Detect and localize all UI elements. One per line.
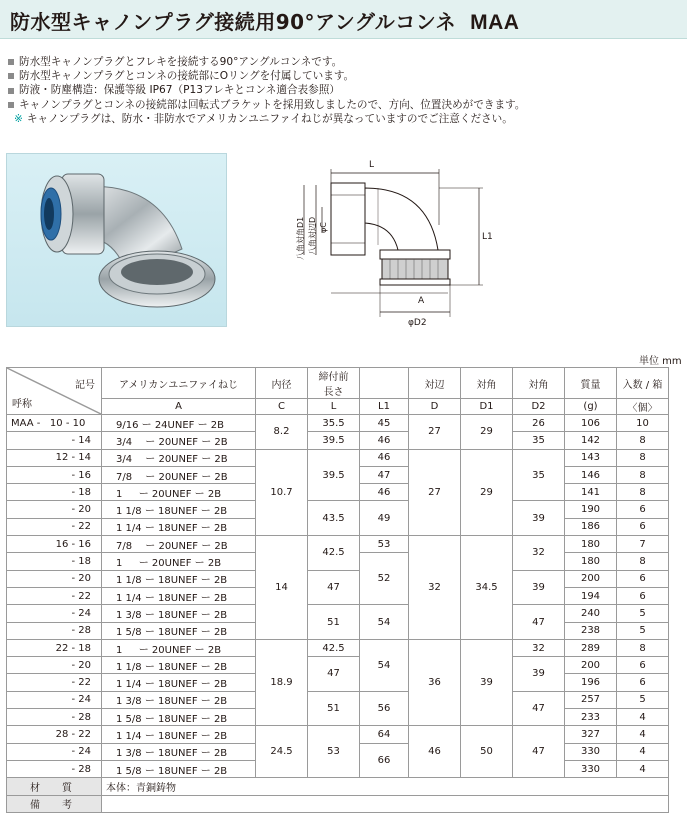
cell-thread: 7/8 ー 20UNEF ー 2B [102, 536, 256, 553]
cell-d1: 29 [461, 449, 513, 535]
bullet-square-icon [8, 88, 14, 94]
cell-qty: 8 [617, 466, 669, 483]
cell-thread: 9/16 ー 24UNEF ー 2B [102, 415, 256, 432]
cell-qty: 4 [617, 726, 669, 743]
bullet-square-icon [8, 59, 14, 65]
cell-d2: 39 [513, 570, 565, 605]
cell-qty: 8 [617, 553, 669, 570]
cell-thread: 3/4 ー 20UNEF ー 2B [102, 449, 256, 466]
cell-code: - 24 [7, 691, 102, 708]
cell-mass: 330 [565, 743, 617, 760]
cell-thread: 1 1/4 ー 18UNEF ー 2B [102, 674, 256, 691]
cell-mass: 240 [565, 605, 617, 622]
cell-length: 51 [308, 605, 360, 640]
cell-l1: 66 [360, 743, 409, 778]
cell-l1: 56 [360, 691, 409, 726]
cell-code-value: 10 - 10 [49, 417, 86, 429]
cell-length: 42.5 [308, 639, 360, 656]
cell-code: - 16 [7, 466, 102, 483]
note-mark: ※ [14, 112, 23, 125]
cell-qty: 5 [617, 691, 669, 708]
cell-qty: 6 [617, 518, 669, 535]
cell-code: - 18 [7, 484, 102, 501]
cell-l1: 47 [360, 466, 409, 483]
cell-qty: 4 [617, 743, 669, 760]
cell-d2: 47 [513, 691, 565, 726]
material-row [7, 778, 669, 795]
cell-mass: 143 [565, 449, 617, 466]
cell-code: 22 - 18 [7, 639, 102, 656]
cell-d1: 39 [461, 639, 513, 725]
cell-length: 51 [308, 691, 360, 726]
dim-label-phiD2: φD2 [408, 318, 427, 328]
feature-text: 防水型キャノンプラグとフレキを接続する90°アングルコンネです。 [19, 56, 343, 68]
cell-thread: 1 1/4 ー 18UNEF ー 2B [102, 726, 256, 743]
dimension-drawing [268, 155, 508, 330]
title-main: 防水型キャノンプラグ接続用90°アングルコンネ [10, 10, 457, 34]
cell-inner: 8.2 [256, 415, 308, 450]
cell-thread: 1 1/8 ー 18UNEF ー 2B [102, 501, 256, 518]
header-inner-sym: C [256, 399, 308, 415]
cell-l1: 53 [360, 536, 409, 553]
cell-d2: 32 [513, 639, 565, 656]
cell-code: - 28 [7, 622, 102, 639]
material-label: 材 質 [7, 778, 102, 795]
cell-d2: 39 [513, 501, 565, 536]
table-row [7, 639, 669, 656]
cell-l1: 46 [360, 432, 409, 449]
cell-code: - 28 [7, 760, 102, 777]
cell-d2: 35 [513, 432, 565, 449]
header-length-line1: 締付前 [318, 372, 349, 383]
cell-qty: 6 [617, 587, 669, 604]
header-code: 記号 [75, 380, 95, 391]
cell-d: 32 [409, 536, 461, 640]
cell-thread: 1 1/4 ー 18UNEF ー 2B [102, 587, 256, 604]
header-code-name [7, 368, 102, 415]
dimension-drawing-svg [268, 155, 508, 330]
note-text: キャノンプラグは、防水・非防水でアメリカンユニファイねじが異なっていますのでご注意ください。 [26, 112, 513, 125]
remarks-label: 備 考 [7, 795, 102, 812]
header-qty: 入数 / 箱 [617, 368, 669, 399]
feature-item [8, 69, 683, 83]
cell-code: - 18 [7, 553, 102, 570]
cell-mass: 106 [565, 415, 617, 432]
cell-l1: 54 [360, 605, 409, 640]
cell-code: - 14 [7, 432, 102, 449]
cell-length: 47 [308, 657, 360, 692]
title-model: MAA [470, 11, 520, 34]
header-inner: 内径 [256, 368, 308, 399]
cell-qty: 5 [617, 622, 669, 639]
cell-mass: 238 [565, 622, 617, 639]
dim-label-L: L [369, 160, 375, 170]
cell-inner: 14 [256, 536, 308, 640]
cell-mass: 330 [565, 760, 617, 777]
page-title [10, 6, 519, 35]
table-row [7, 432, 669, 449]
cell-code: - 22 [7, 518, 102, 535]
dim-label-D: 八角対辺D [308, 216, 317, 255]
cell-d2: 39 [513, 657, 565, 692]
feature-list [8, 55, 683, 126]
cell-thread: 1 1/8 ー 18UNEF ー 2B [102, 570, 256, 587]
cell-qty: 4 [617, 760, 669, 777]
remarks-value [102, 795, 669, 812]
cell-mass: 190 [565, 501, 617, 518]
table-row [7, 570, 669, 587]
cell-qty: 6 [617, 501, 669, 518]
table-row [7, 691, 669, 708]
cell-d1: 29 [461, 415, 513, 450]
cell-mass: 196 [565, 674, 617, 691]
header-thread: アメリカンユニファイねじ [102, 368, 256, 399]
cell-length: 39.5 [308, 449, 360, 501]
cell-qty: 8 [617, 432, 669, 449]
cell-l1: 46 [360, 449, 409, 466]
cell-thread: 1 5/8 ー 18UNEF ー 2B [102, 760, 256, 777]
cell-mass: 186 [565, 518, 617, 535]
cell-thread: 1 3/8 ー 18UNEF ー 2B [102, 605, 256, 622]
cell-l1: 52 [360, 553, 409, 605]
dim-label-L1: L1 [482, 232, 493, 242]
dim-label-D1: 八角対角D1 [296, 216, 305, 260]
cell-qty: 6 [617, 570, 669, 587]
cell-l1: 46 [360, 484, 409, 501]
cell-inner: 10.7 [256, 449, 308, 535]
header-l1-sym: L1 [360, 399, 409, 415]
cell-length: 43.5 [308, 501, 360, 536]
cell-thread: 7/8 ー 20UNEF ー 2B [102, 466, 256, 483]
cell-d: 36 [409, 639, 461, 725]
cell-qty: 8 [617, 484, 669, 501]
cell-d: 27 [409, 449, 461, 535]
cell-mass: 327 [565, 726, 617, 743]
cell-code: 12 - 14 [7, 449, 102, 466]
cell-thread: 1 3/8 ー 18UNEF ー 2B [102, 743, 256, 760]
cell-mass: 180 [565, 553, 617, 570]
cell-code-prefix: MAA - [11, 417, 41, 429]
header-d2-sym: D2 [513, 399, 565, 415]
cell-code: - 20 [7, 501, 102, 518]
header-thread-sym: A [102, 399, 256, 415]
feature-item [8, 98, 683, 112]
spec-table [6, 367, 669, 813]
cell-mass: 233 [565, 709, 617, 726]
header-mass: 質量 [565, 368, 617, 399]
cell-mass: 257 [565, 691, 617, 708]
cell-thread: 1 3/8 ー 18UNEF ー 2B [102, 691, 256, 708]
cell-mass: 200 [565, 657, 617, 674]
cell-d2: 35 [513, 449, 565, 501]
cell-code: - 20 [7, 657, 102, 674]
cell-code: - 24 [7, 605, 102, 622]
cell-mass: 141 [565, 484, 617, 501]
cell-qty: 4 [617, 709, 669, 726]
cell-qty: 8 [617, 639, 669, 656]
feature-item [8, 55, 683, 69]
table-row [7, 657, 669, 674]
cell-mass: 146 [565, 466, 617, 483]
cell-code: 28 - 22 [7, 726, 102, 743]
cell-mass: 180 [565, 536, 617, 553]
cell-qty: 7 [617, 536, 669, 553]
cell-l1: 54 [360, 639, 409, 691]
cell-code: - 22 [7, 587, 102, 604]
header-d: 対辺 [409, 368, 461, 399]
cell-code: - 20 [7, 570, 102, 587]
feature-text: キャノンプラグとコンネの接続部は回転式ブラケットを採用致しましたので、方向、位置決めができます。 [19, 98, 526, 111]
table-row [7, 605, 669, 622]
feature-text: 防水型キャノンプラグとコンネの接続部にOリングを付属しています。 [19, 70, 355, 83]
header-mass-sym: (g) [565, 399, 617, 415]
header-l1-blank [360, 368, 409, 399]
cell-d2: 32 [513, 536, 565, 571]
cell-thread: 1 5/8 ー 18UNEF ー 2B [102, 709, 256, 726]
cell-mass: 194 [565, 587, 617, 604]
header-d-sym: D [409, 399, 461, 415]
cell-d2: 47 [513, 726, 565, 778]
cell-length: 39.5 [308, 432, 360, 449]
table-row [7, 536, 669, 553]
cell-thread: 1 1/4 ー 18UNEF ー 2B [102, 518, 256, 535]
cell-mass: 289 [565, 639, 617, 656]
cell-code: - 24 [7, 743, 102, 760]
header-length [308, 368, 360, 399]
dim-label-A: A [418, 296, 425, 306]
cell-l1: 45 [360, 415, 409, 432]
header-d1-sym: D1 [461, 399, 513, 415]
feature-text: 防液・防塵構造：保護等級 IP67（P13フレキとコンネ適合表参照） [19, 84, 340, 97]
cell-l1: 64 [360, 726, 409, 743]
cell-d: 27 [409, 415, 461, 450]
cell-code [7, 415, 102, 432]
cell-qty: 6 [617, 657, 669, 674]
header-name: 呼称 [12, 399, 32, 410]
cell-d1: 34.5 [461, 536, 513, 640]
cell-d2: 47 [513, 605, 565, 640]
material-value: 本体：青銅鋳物 [102, 778, 669, 795]
cell-thread: 1 ー 20UNEF ー 2B [102, 484, 256, 501]
cell-code: 16 - 16 [7, 536, 102, 553]
cell-l1: 49 [360, 501, 409, 536]
cell-thread: 1 ー 20UNEF ー 2B [102, 553, 256, 570]
product-photo [6, 153, 227, 327]
header-length-line2: 長さ [323, 387, 344, 398]
bullet-square-icon [8, 73, 14, 79]
cell-mass: 142 [565, 432, 617, 449]
caution-note [8, 112, 683, 126]
cell-d2: 26 [513, 415, 565, 432]
feature-item [8, 83, 683, 97]
cell-d: 46 [409, 726, 461, 778]
cell-length: 47 [308, 570, 360, 605]
cell-inner: 18.9 [256, 639, 308, 725]
table-row [7, 449, 669, 466]
cell-code: - 22 [7, 674, 102, 691]
elbow-fitting-illustration [7, 154, 226, 326]
table-row [7, 415, 669, 432]
header-d1: 対角 [461, 368, 513, 399]
cell-thread: 1 1/8 ー 18UNEF ー 2B [102, 657, 256, 674]
unit-label: 単位 mm [639, 356, 682, 367]
table-row [7, 501, 669, 518]
cell-code: - 28 [7, 709, 102, 726]
header-length-sym: L [308, 399, 360, 415]
dim-label-phiC: φC [319, 222, 328, 233]
cell-length: 42.5 [308, 536, 360, 571]
cell-thread: 1 5/8 ー 18UNEF ー 2B [102, 622, 256, 639]
cell-thread: 1 ー 20UNEF ー 2B [102, 639, 256, 656]
header-d2: 対角 [513, 368, 565, 399]
cell-qty: 8 [617, 449, 669, 466]
remarks-row [7, 795, 669, 812]
cell-inner: 24.5 [256, 726, 308, 778]
cell-length: 53 [308, 726, 360, 778]
table-row [7, 726, 669, 743]
cell-length: 35.5 [308, 415, 360, 432]
header-qty-sym: 〈個〉 [617, 399, 669, 415]
cell-qty: 10 [617, 415, 669, 432]
bullet-square-icon [8, 102, 14, 108]
cell-thread: 3/4 ー 20UNEF ー 2B [102, 432, 256, 449]
title-bar [0, 0, 687, 39]
cell-d1: 50 [461, 726, 513, 778]
cell-qty: 5 [617, 605, 669, 622]
cell-qty: 6 [617, 674, 669, 691]
cell-mass: 200 [565, 570, 617, 587]
